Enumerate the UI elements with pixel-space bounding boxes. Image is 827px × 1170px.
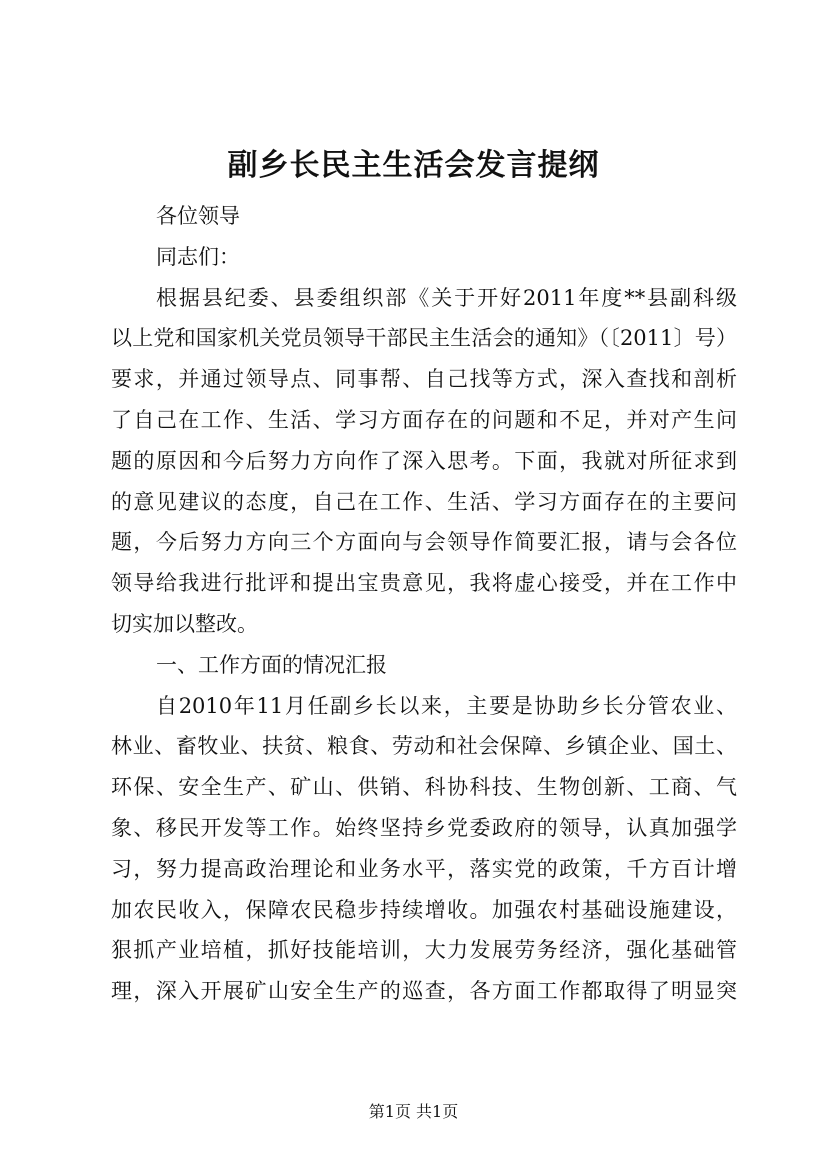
paragraph-line: 要求，并通过领导点、同事帮、自己找等方式，深入查找和剖析: [111, 367, 737, 392]
paragraph-line: 以上党和国家机关党员领导干部民主生活会的通知》（〔2011〕号）: [111, 326, 737, 351]
paragraph-line: 狠抓产业培植，抓好技能培训，大力发展劳务经济，强化基础管: [111, 938, 737, 963]
paragraph-line: 环保、安全生产、矿山、供销、科协科技、生物创新、工商、气: [111, 775, 737, 800]
paragraph-line: 林业、畜牧业、扶贫、粮食、劳动和社会保障、乡镇企业、国土、: [111, 734, 737, 759]
section-heading: 一、工作方面的情况汇报: [156, 652, 387, 677]
paragraph-line: 了自己在工作、生活、学习方面存在的问题和不足，并对产生问: [111, 407, 737, 432]
paragraph-line: 题的原因和今后努力方向作了深入思考。下面，我就对所征求到: [111, 448, 737, 473]
paragraph-line: 的意见建议的态度，自己在工作、生活、学习方面存在的主要问: [111, 489, 737, 514]
salutation-line: 各位领导: [156, 204, 240, 228]
paragraph-line: 领导给我进行批评和提出宝贵意见，我将虚心接受，并在工作中: [111, 571, 737, 596]
paragraph-line: 题，今后努力方向三个方面向与会领导作简要汇报，请与会各位: [111, 530, 737, 555]
salutation-line: 同志们：: [156, 244, 240, 269]
document-title: 副乡长民主生活会发言提纲: [227, 148, 600, 183]
document-body: [111, 196, 737, 1012]
paragraph-line: 习，努力提高政治理论和业务水平，落实党的政策，千方百计增: [111, 856, 737, 881]
page-number: 第1页 共1页: [368, 1102, 459, 1121]
paragraph-line: 切实加以整改。: [111, 611, 258, 636]
paragraph-line: 根据县纪委、县委组织部《关于开好2011年度**县副科级: [156, 285, 737, 310]
paragraph-line: 加农民收入，保障农民稳步持续增收。加强农村基础设施建设，: [111, 897, 737, 922]
paragraph-line: 象、移民开发等工作。始终坚持乡党委政府的领导，认真加强学: [111, 815, 737, 840]
paragraph-line: 自2010年11月任副乡长以来，主要是协助乡长分管农业、: [156, 693, 737, 718]
paragraph-line: 理，深入开展矿山安全生产的巡查，各方面工作都取得了明显突: [111, 979, 737, 1004]
